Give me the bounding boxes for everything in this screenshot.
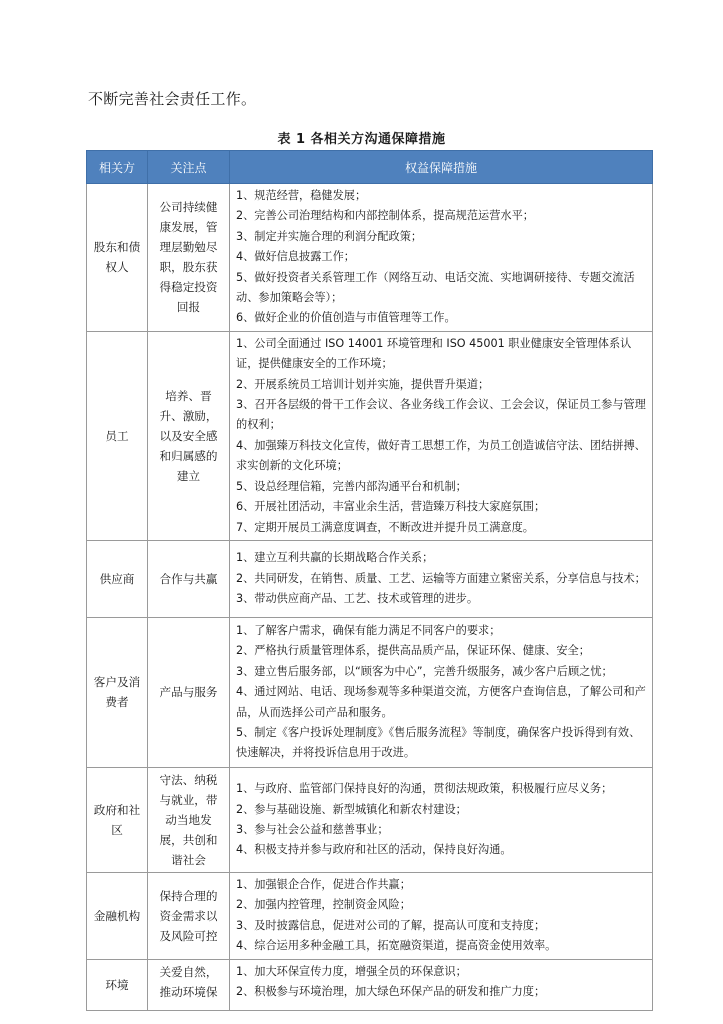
measure-item: 7、定期开展员工满意度调查，不断改进并提升员工满意度。 — [236, 520, 534, 534]
measures-cell — [230, 617, 653, 767]
measure-item: 2、共同研发，在销售、质量、工艺、运输等方面建立紧密关系，分享信息与技术； — [236, 571, 646, 585]
measure-item: 4、通过网站、电话、现场参观等多种渠道交流，方便客户查询信息，了解公司和产品，从而选择公司产品和服务。 — [236, 685, 646, 719]
measures-cell — [230, 872, 653, 959]
measure-item: 3、参与社会公益和慈善事业； — [236, 822, 389, 836]
measure-item: 4、综合运用多种金融工具，拓宽融资渠道，提高资金使用效率。 — [236, 939, 557, 953]
stakeholder-cell: 供应商 — [87, 540, 148, 617]
measure-item: 6、做好企业的价值创造与市值管理等工作。 — [236, 311, 456, 325]
measure-item: 2、参与基础设施、新型城镇化和新农村建设； — [236, 802, 467, 816]
intro-text: 不断完善社会责任工作。 — [88, 90, 257, 108]
header-stakeholder: 相关方 — [87, 151, 148, 184]
focus-cell: 合作与共赢 — [148, 540, 230, 617]
stakeholder-cell: 金融机构 — [87, 872, 148, 959]
measure-item: 3、及时披露信息，促进对公司的了解，提高认可度和支持度； — [236, 918, 546, 932]
stakeholder-cell: 政府和社区 — [87, 767, 148, 872]
measure-item: 5、设总经理信箱，完善内部沟通平台和机制； — [236, 479, 467, 493]
measure-item: 1、与政府、监管部门保持良好的沟通，贯彻法规政策，积极履行应尽义务； — [236, 782, 613, 796]
header-focus: 关注点 — [148, 151, 230, 184]
measure-item: 2、严格执行质量管理体系，提供高品质产品，保证环保、健康、安全； — [236, 644, 590, 658]
measures-cell — [230, 767, 653, 872]
measure-item: 1、公司全面通过 ISO 14001 环境管理和 ISO 45001 职业健康安全管理体系认证，提供健康安全的工作环境； — [236, 336, 632, 371]
measure-item: 3、带动供应商产品、工艺、技术或管理的进步。 — [236, 592, 479, 606]
measure-item: 4、积极支持并参与政府和社区的活动，保持良好沟通。 — [236, 843, 512, 857]
measure-item: 3、召开各层级的骨干工作会议、各业务线工作会议、工会会议，保证员工参与管理的权利； — [236, 398, 646, 432]
measure-item: 1、了解客户需求，确保有能力满足不同客户的要求； — [236, 623, 501, 637]
measure-item: 3、建立售后服务部，以“顾客为中心”，完善升级服务，减少客户后顾之忧； — [236, 664, 613, 678]
measure-item: 2、完善公司治理结构和内部控制体系，提高规范运营水平； — [236, 209, 534, 223]
table-caption: 表 1 各相关方沟通保障措施 — [277, 132, 446, 147]
stakeholder-table — [86, 150, 653, 1011]
measure-item: 2、积极参与环境治理，加大绿色环保产品的研发和推广力度； — [236, 984, 546, 998]
table-row — [87, 959, 653, 1010]
measure-item: 1、加大环保宣传力度，增强全员的环保意识； — [236, 964, 467, 978]
table-row — [87, 767, 653, 872]
table-row — [87, 872, 653, 959]
measure-item: 1、规范经营，稳健发展； — [236, 189, 367, 202]
table-header-row — [87, 151, 653, 184]
measure-item: 3、制定并实施合理的利润分配政策； — [236, 229, 423, 243]
focus-cell: 守法、纳税与就业，带动当地发展，共创和谐社会 — [148, 767, 230, 872]
measure-item: 2、开展系统员工培训计划并实施，提供晋升渠道； — [236, 377, 490, 391]
measures-cell — [230, 331, 653, 540]
focus-cell: 保持合理的资金需求以及风险可控 — [148, 872, 230, 959]
table-row — [87, 617, 653, 767]
measures-cell — [230, 959, 653, 1010]
stakeholder-cell: 股东和债权人 — [87, 184, 148, 332]
measures-cell — [230, 540, 653, 617]
measure-item: 1、建立互利共赢的长期战略合作关系； — [236, 551, 434, 565]
focus-cell: 产品与服务 — [148, 617, 230, 767]
stakeholder-cell: 环境 — [87, 959, 148, 1010]
measure-item: 5、制定《客户投诉处理制度》《售后服务流程》等制度，确保客户投诉得到有效、快速解决，并将投诉信息用于改进。 — [236, 726, 641, 760]
stakeholder-cell: 员工 — [87, 331, 148, 540]
header-measures: 权益保障措施 — [230, 151, 653, 184]
measure-item: 4、做好信息披露工作； — [236, 250, 355, 264]
measure-item: 5、做好投资者关系管理工作（网络互动、电话交流、实地调研接待、专题交流活动、参加策略会等）； — [236, 270, 635, 305]
measure-item: 4、加强臻万科技文化宣传，做好青工思想工作，为员工创造诚信守法、团结拼搏、求实创新的文化环境； — [236, 438, 646, 473]
focus-cell: 培养、晋升、激励，以及安全感和归属感的建立 — [148, 331, 230, 540]
stakeholder-cell: 客户及消费者 — [87, 617, 148, 767]
focus-cell: 关爱自然，推动环境保 — [148, 959, 230, 1010]
measure-item: 1、加强银企合作，促进合作共赢； — [236, 877, 411, 891]
table-row — [87, 331, 653, 540]
measure-item: 6、开展社团活动，丰富业余生活，营造臻万科技大家庭氛围； — [236, 500, 546, 514]
table-row — [87, 184, 653, 332]
table-row — [87, 540, 653, 617]
measure-item: 2、加强内控管理，控制资金风险； — [236, 898, 411, 912]
focus-cell: 公司持续健康发展，管理层勤勉尽职，股东获得稳定投资回报 — [148, 184, 230, 332]
measures-cell — [230, 184, 653, 332]
